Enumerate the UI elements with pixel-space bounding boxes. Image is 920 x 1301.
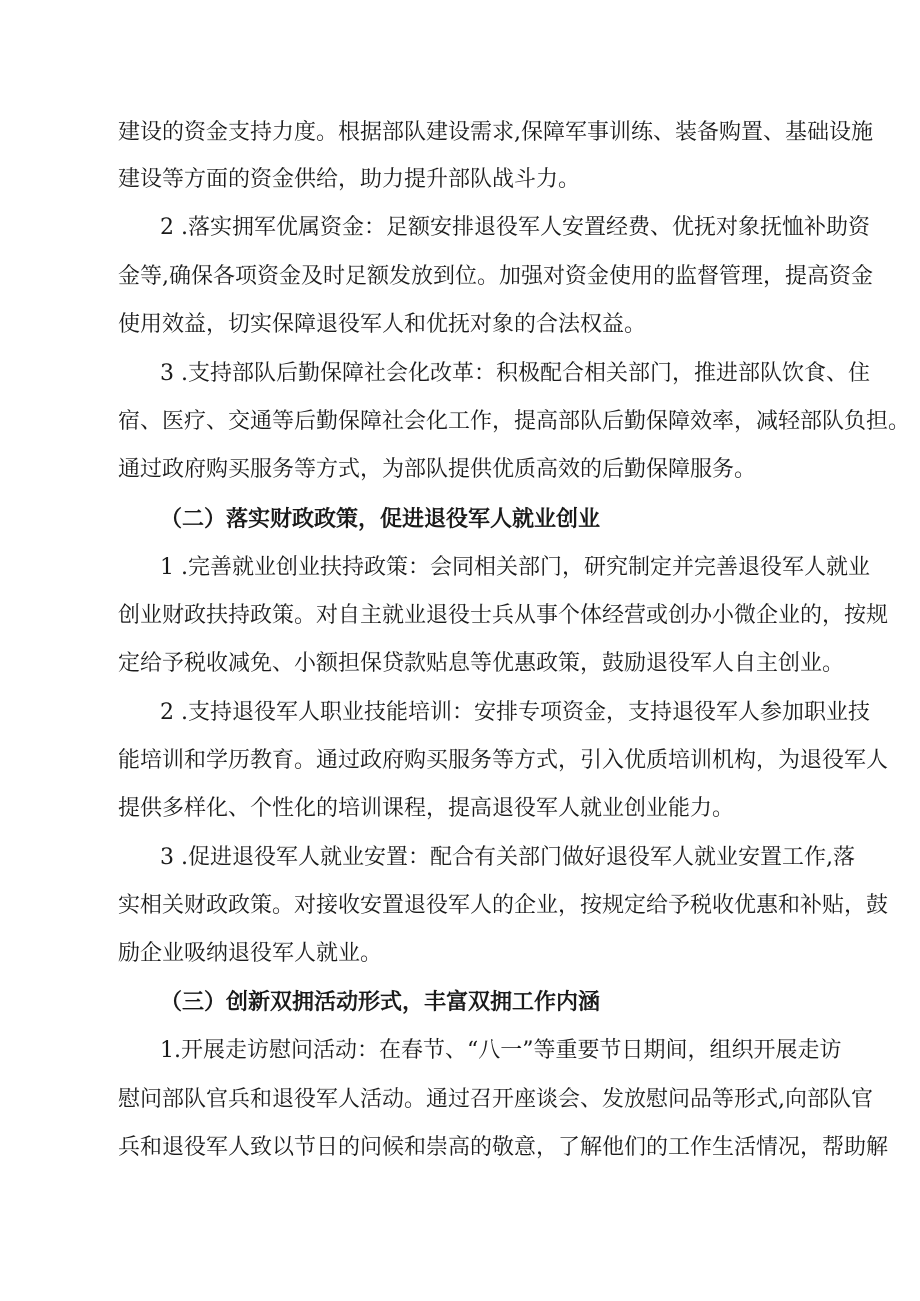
paragraph-line: 能培训和学历教育。通过政府购买服务等方式，引入优质培训机构，为退役军人 <box>118 748 889 773</box>
paragraph-line: 宿、医疗、交通等后勤保障社会化工作，提高部队后勤保障效率，减轻部队负担。 <box>118 409 911 434</box>
paragraph-line: 励企业吸纳退役军人就业。 <box>118 941 383 966</box>
paragraph-line: 建设等方面的资金供给，助力提升部队战斗力。 <box>118 167 581 192</box>
paragraph-line: 实相关财政政策。对接收安置退役军人的企业，按规定给予税收优惠和补贴，鼓 <box>118 893 889 918</box>
paragraph-line: 使用效益，切实保障退役军人和优抚对象的合法权益。 <box>118 312 647 337</box>
paragraph-line: 兵和退役军人致以节日的问候和崇高的敬意，了解他们的工作生活情况，帮助解 <box>118 1135 889 1160</box>
paragraph-line: 建设的资金支持力度。根据部队建设需求,保障军事训练、装备购置、基础设施 <box>118 120 873 145</box>
paragraph-line: 1.开展走访慰问活动：在春节、“八一”等重要节日期间，组织开展走访 <box>160 1038 842 1063</box>
paragraph-line: 通过政府购买服务等方式，为部队提供优质高效的后勤保障服务。 <box>118 457 757 482</box>
paragraph-line: 慰问部队官兵和退役军人活动。通过召开座谈会、发放慰问品等形式,向部队官 <box>118 1087 873 1112</box>
paragraph-line: 金等,确保各项资金及时足额发放到位。加强对资金使用的监督管理，提高资金 <box>118 264 873 289</box>
paragraph-line: 创业财政扶持政策。对自主就业退役士兵从事个体经营或创办小微企业的，按规 <box>118 603 889 628</box>
paragraph-line: 3 .支持部队后勤保障社会化改革：积极配合相关部门，推进部队饮食、住 <box>160 361 870 386</box>
paragraph-line: 2 .落实拥军优属资金：足额安排退役军人安置经费、优抚对象抚恤补助资 <box>160 215 870 240</box>
paragraph-line: 提供多样化、个性化的培训课程，提高退役军人就业创业能力。 <box>118 796 735 821</box>
paragraph-line: 定给予税收减免、小额担保贷款贴息等优惠政策，鼓励退役军人自主创业。 <box>118 651 845 676</box>
paragraph-line: 1 .完善就业创业扶持政策：会同相关部门，研究制定并完善退役军人就业 <box>160 555 870 580</box>
section-heading: （三）创新双拥活动形式，丰富双拥工作内涵 <box>160 990 601 1015</box>
section-heading: （二）落实财政政策，促进退役军人就业创业 <box>160 507 601 532</box>
paragraph-line: 2 .支持退役军人职业技能培训：安排专项资金，支持退役军人参加职业技 <box>160 700 870 725</box>
paragraph-line: 3 .促进退役军人就业安置：配合有关部门做好退役军人就业安置工作,落 <box>160 845 855 870</box>
